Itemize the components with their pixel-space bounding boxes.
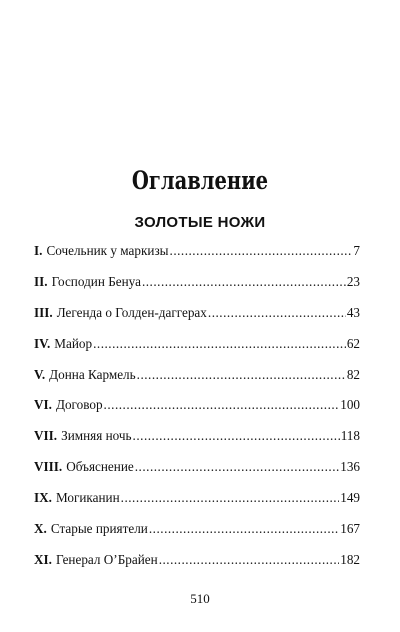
dot-leader (159, 552, 340, 568)
dot-leader (208, 305, 346, 321)
chapter-number: II. (34, 273, 48, 289)
chapter-title: Могиканин (55, 490, 120, 506)
dot-leader (142, 274, 346, 290)
dot-leader (133, 428, 340, 444)
section-title: ЗОЛОТЫЕ НОЖИ (134, 214, 266, 231)
toc-entry (34, 459, 360, 490)
dot-leader (137, 367, 346, 383)
toc-entry (34, 397, 360, 428)
table-of-contents (34, 243, 360, 583)
chapter-page: 100 (340, 397, 360, 413)
chapter-page: 23 (346, 273, 360, 289)
chapter-page: 118 (340, 428, 360, 444)
toc-entry (34, 367, 360, 398)
toc-entry (34, 490, 360, 521)
toc-entry (34, 552, 360, 583)
chapter-page: 82 (346, 366, 360, 382)
dot-leader (135, 459, 339, 475)
toc-entry (34, 336, 360, 367)
chapter-number: VIII. (34, 459, 63, 475)
chapter-title: Генерал О’Брайен (55, 551, 158, 567)
chapter-page: 149 (340, 490, 360, 506)
chapter-number: V. (34, 366, 46, 382)
dot-leader (121, 490, 340, 506)
chapter-title: Старые приятели (50, 521, 148, 537)
dot-leader (93, 336, 346, 352)
chapter-title: Донна Кармель (49, 366, 136, 382)
chapter-number: VII. (34, 428, 58, 444)
dot-leader (104, 397, 340, 413)
chapter-page: 136 (340, 459, 360, 475)
chapter-number: VI. (34, 397, 52, 413)
chapter-title: Договор (55, 397, 103, 413)
toc-entry (34, 274, 360, 305)
chapter-page: 182 (340, 551, 360, 567)
chapter-page: 167 (340, 521, 360, 537)
dot-leader (170, 243, 353, 259)
toc-entry (34, 521, 360, 552)
chapter-number: X. (34, 521, 47, 537)
chapter-title: Зимняя ночь (61, 428, 132, 444)
chapter-number: IX. (34, 490, 52, 506)
chapter-page: 7 (353, 243, 360, 258)
chapter-number: XI. (34, 551, 52, 567)
chapter-title: Легенда о Голден-даггерах (56, 304, 207, 320)
toc-entry (34, 428, 360, 459)
chapter-number: III. (34, 304, 53, 320)
chapter-title: Майор (54, 335, 93, 351)
chapter-title: Господин Бенуа (51, 273, 141, 289)
dot-leader (149, 521, 339, 537)
chapter-title: Объяснение (66, 459, 134, 475)
toc-entry (34, 243, 360, 274)
toc-entry (34, 305, 360, 336)
chapter-number: I. (34, 243, 43, 258)
page-number: 510 (190, 591, 210, 606)
chapter-number: IV. (34, 335, 51, 351)
page-title: Оглавление (131, 166, 269, 195)
chapter-page: 62 (346, 335, 360, 351)
chapter-page: 43 (346, 304, 360, 320)
chapter-title: Сочельник у маркизы (46, 243, 169, 258)
